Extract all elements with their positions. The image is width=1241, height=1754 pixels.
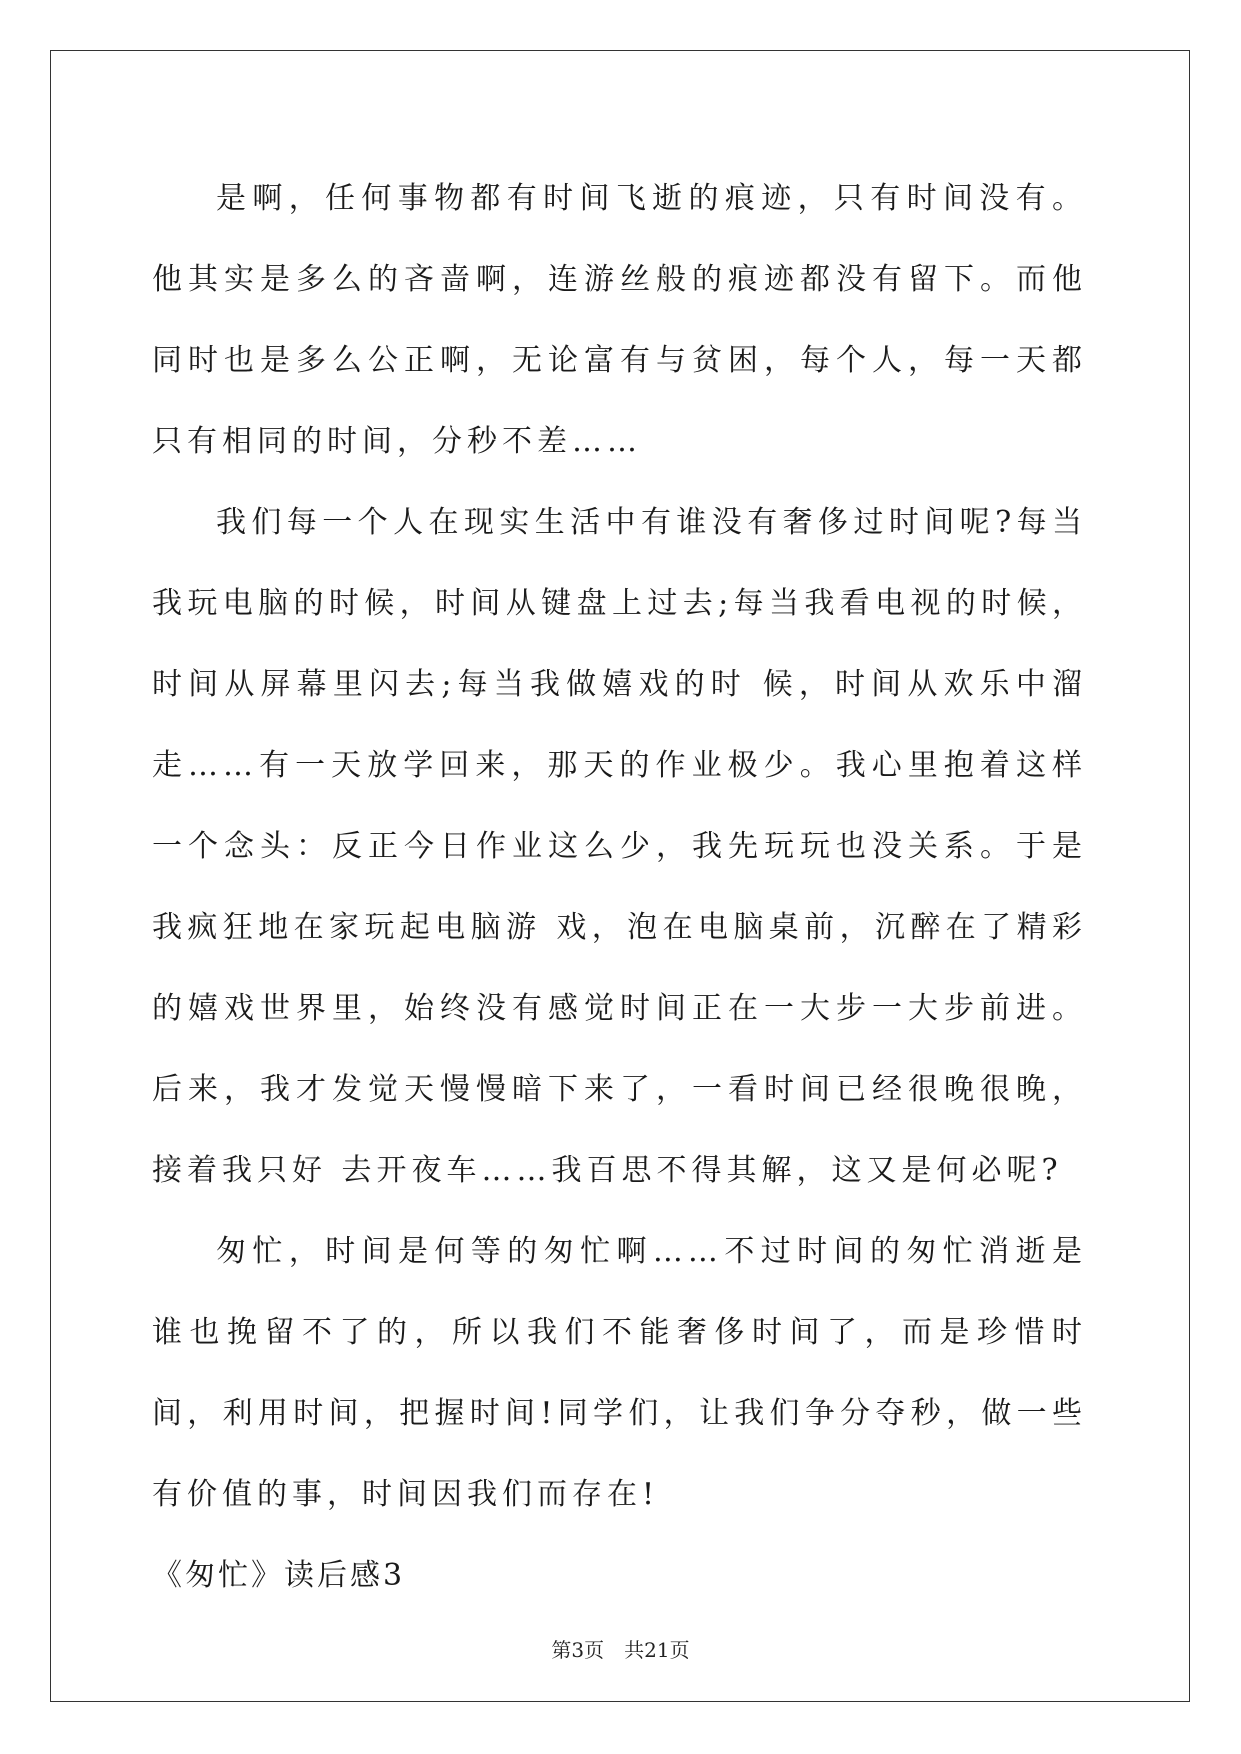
document-body (152, 158, 1087, 1616)
paragraph-2: 我们每一个人在现实生活中有谁没有奢侈过时间呢?每当我玩电脑的时候，时间从键盘上过去;每当我看电视的时候，时间从屏幕里闪去;每当我做嬉戏的时 候，时间从欢乐中溜走……有一天放学回来，那天的作业极少。我心里抱着这样一个念头：反正今日作业这么少，我先玩玩也没关系。于是我疯狂地在家玩起电脑游 戏，泡在电脑桌前，沉醉在了精彩的嬉戏世界里，始终没有感觉时间正在一大步一大步前进。后来，我才发觉天慢慢暗下来了，一看时间已经很晚很晚，接着我只好 去开夜车……我百思不得其解，这又是何必呢? (152, 505, 1087, 1188)
page-number: 第3页 (551, 1638, 605, 1662)
page-footer (0, 1634, 1241, 1663)
section-heading: 《匆忙》读后感3 (152, 1558, 406, 1593)
paragraph-3: 匆忙，时间是何等的匆忙啊……不过时间的匆忙消逝是谁也挽留不了的，所以我们不能奢侈时间了，而是珍惜时间，利用时间，把握时间!同学们，让我们争分夺秒，做一些有价值的事，时间因我们而存在! (152, 1234, 1087, 1512)
paragraph-1: 是啊，任何事物都有时间飞逝的痕迹，只有时间没有。他其实是多么的吝啬啊，连游丝般的痕迹都没有留下。而他同时也是多么公正啊，无论富有与贫困，每个人，每一天都只有相同的时间，分秒不差…… (152, 181, 1087, 459)
page-total: 共21页 (624, 1638, 690, 1662)
